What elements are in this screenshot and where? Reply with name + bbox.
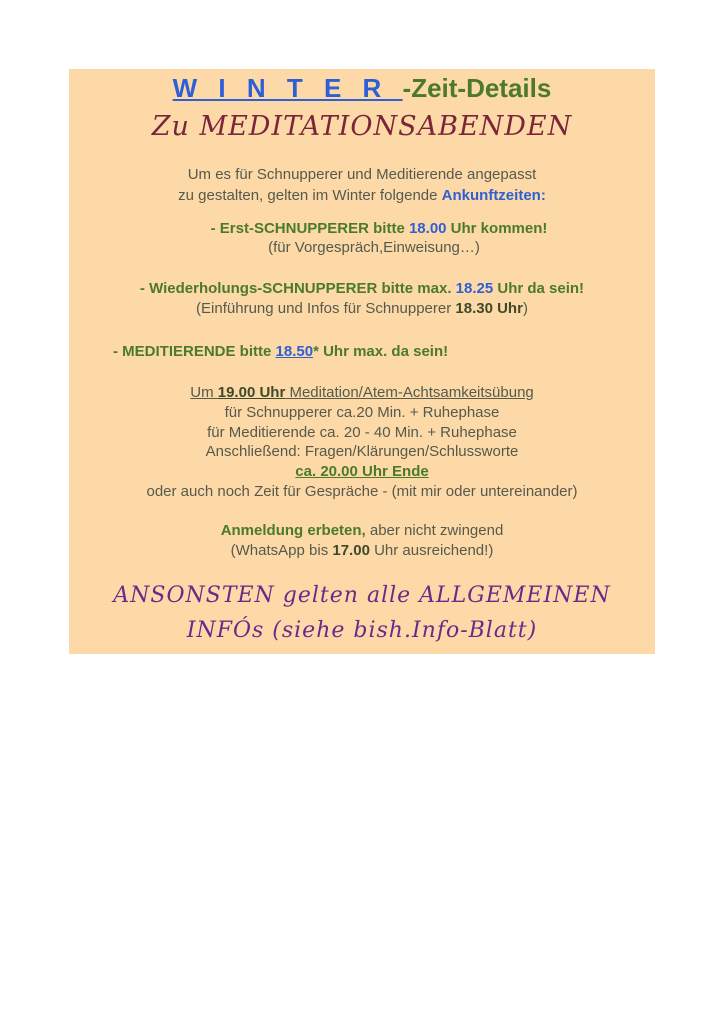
page-title (69, 73, 655, 104)
title-rest: -Zeit-Details (402, 73, 552, 103)
erst-note: (für Vorgespräch,Einweisung…) (268, 239, 480, 256)
title-winter: W I N T E R (172, 73, 403, 103)
arrival-times-label: Ankunftzeiten: (441, 187, 546, 204)
erst-line: - Erst-SCHNUPPERER bitte 18.00 Uhr kommen! (210, 220, 548, 237)
schedule-line-5: ca. 20.00 Uhr Ende (295, 463, 429, 480)
medit-line: - MEDITIERENDE bitte 18.50* Uhr max. da sein! (113, 343, 449, 360)
schedule-line-2: für Schnupperer ca.20 Min. + Ruhephase (224, 404, 500, 421)
whatsapp-line: (WhatsApp bis 17.00 Uhr ausreichend!) (230, 542, 494, 559)
footer-line-2: INFÓs (siehe bish.Info-Blatt) (186, 618, 538, 643)
wieder-note: (Einführung und Infos für Schnupperer 18.30 Uhr) (196, 300, 528, 317)
schedule-line-6: oder auch noch Zeit für Gespräche - (mit mir oder untereinander) (146, 483, 578, 500)
schedule-line-4: Anschließend: Fragen/Klärungen/Schlussworte (205, 443, 519, 460)
page-subtitle: Zu MEDITATIONSABENDEN (151, 111, 573, 142)
intro-line-2: zu gestalten, gelten im Winter folgende Ankunftzeiten: (178, 187, 546, 204)
wieder-line: - Wiederholungs-SCHNUPPERER bitte max. 18.25 Uhr da sein! (139, 280, 585, 297)
schedule-line-1: Um 19.00 Uhr Meditation/Atem-Achtsamkeitsübung (190, 384, 534, 401)
footer-line-1: ANSONSTEN gelten alle ALLGEMEINEN (113, 583, 611, 608)
info-card (69, 69, 655, 654)
intro-line-1: Um es für Schnupperer und Meditierende angepasst (187, 166, 537, 183)
schedule-line-3: für Meditierende ca. 20 - 40 Min. + Ruhephase (207, 424, 517, 441)
anmeldung-line: Anmeldung erbeten, aber nicht zwingend (220, 522, 504, 539)
